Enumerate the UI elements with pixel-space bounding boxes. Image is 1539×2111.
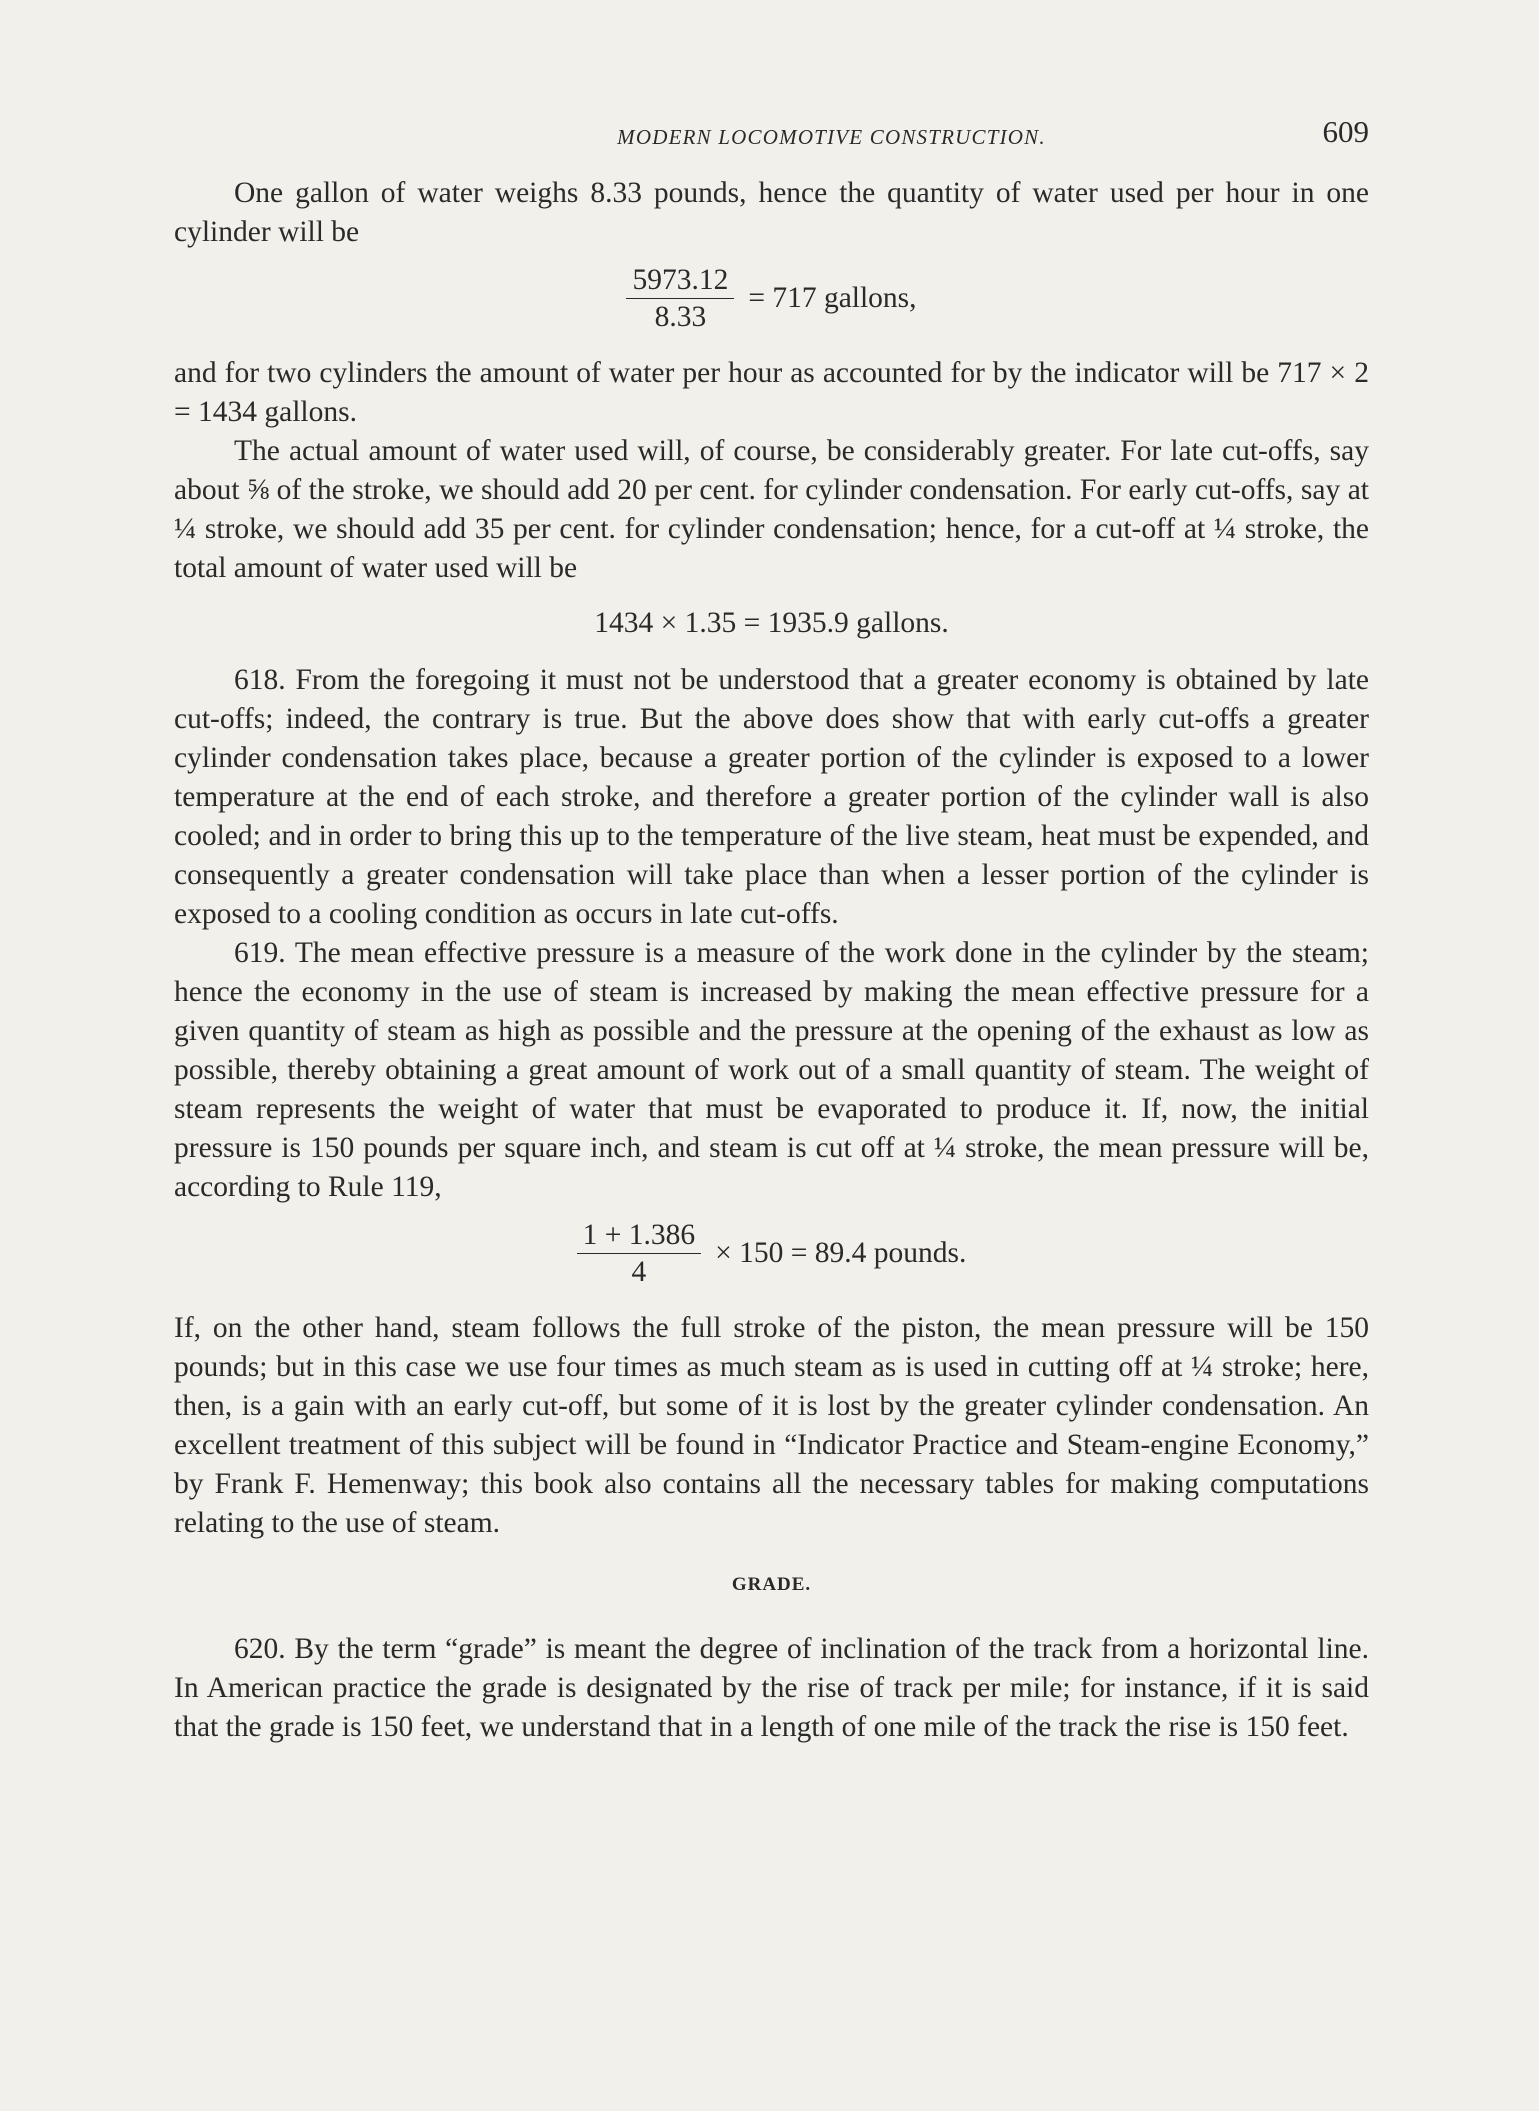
paragraph-actual-amount: The actual amount of water used will, of course, be considerably greater. For late cut-offs, say about ⅝ of the stroke, we should add 20 per cent. for cylinder condensation. For early cut-offs, say at ¼ stroke, we should add 35 per cent. for cylinder condensation; hence, for a cut-off at ¼ stroke, the total amount of water used will be [174, 435, 1369, 584]
equation-total-water: 1434 × 1.35 = 1935.9 gallons. [594, 607, 949, 639]
fraction [626, 264, 734, 333]
paragraph-full-stroke: If, on the other hand, steam follows the full stroke of the piston, the mean pressure will be 150 pounds; but in this case we use four times as much steam as is used in cutting off at ¼ stroke; here, then, is a gain with an early cut-off, but some of it is lost by the greater cylinder condensation. An excellent treatment of this subject will be found in “Indicator Practice and Steam-engine Economy,” by Frank F. Hemenway; this book also contains all the necessary tables for making computations relating to the use of steam. [174, 1312, 1369, 1539]
equation-mean-pressure [174, 1211, 1369, 1295]
fraction-denominator: 8.33 [654, 300, 707, 333]
paragraph-619: 619. The mean effective pressure is a measure of the work done in the cylinder by the steam; hence the economy in the use of steam is increased by making the mean effective pressure for a given quantity of steam as high as possible and the pressure at the opening of the exhaust as low as possible, thereby obtaining a great amount of work out of a small quantity of steam. The weight of steam represents the weight of water that must be evaporated to produce it. If, now, the initial pressure is 150 pounds per square inch, and steam is cut off at ¼ stroke, the mean pressure will be, according to Rule 119, [174, 937, 1369, 1203]
equation-result: = 717 gallons, [748, 281, 917, 314]
page-number: 609 [1322, 114, 1369, 149]
paragraph-618: 618. From the foregoing it must not be understood that a greater economy is obtained by late cut-offs; indeed, the contrary is true. But the above does show that with early cut-offs a greater cylinder condensation takes place, because a greater portion of the cylinder is exposed to a lower temperature at the end of each stroke, and therefore a greater portion of the cylinder wall is also cooled; and in order to bring this up to the temperature of the live steam, heat must be expended, and consequently a greater condensation will take place than when a lesser portion of the cylinder is exposed to a cooling condition as occurs in late cut-offs. [174, 664, 1369, 930]
section-heading-grade: GRADE. [731, 1574, 812, 1595]
paragraph-water-weight: One gallon of water weighs 8.33 pounds, hence the quantity of water used per hour in one cylinder will be [174, 177, 1369, 248]
fraction-denominator: 4 [631, 1255, 647, 1288]
equation-gallons [174, 256, 1369, 340]
paragraph-two-cylinders: and for two cylinders the amount of water per hour as accounted for by the indicator will be 717 × 2 = 1434 gallons. [174, 357, 1369, 428]
fraction-numerator: 5973.12 [626, 264, 734, 299]
page-header [174, 114, 1369, 160]
running-title: MODERN LOCOMOTIVE CONSTRUCTION. [617, 125, 1046, 149]
page [174, 114, 1369, 1747]
fraction [577, 1219, 702, 1288]
fraction-numerator: 1 + 1.386 [577, 1219, 702, 1254]
paragraph-620: 620. By the term “grade” is meant the degree of inclination of the track from a horizontal line. In American practice the grade is designated by the rise of track per mile; for instance, if it is said that the grade is 150 feet, we understand that in a length of one mile of the track the rise is 150 feet. [174, 1633, 1369, 1743]
equation-result: × 150 = 89.4 pounds. [715, 1236, 967, 1269]
